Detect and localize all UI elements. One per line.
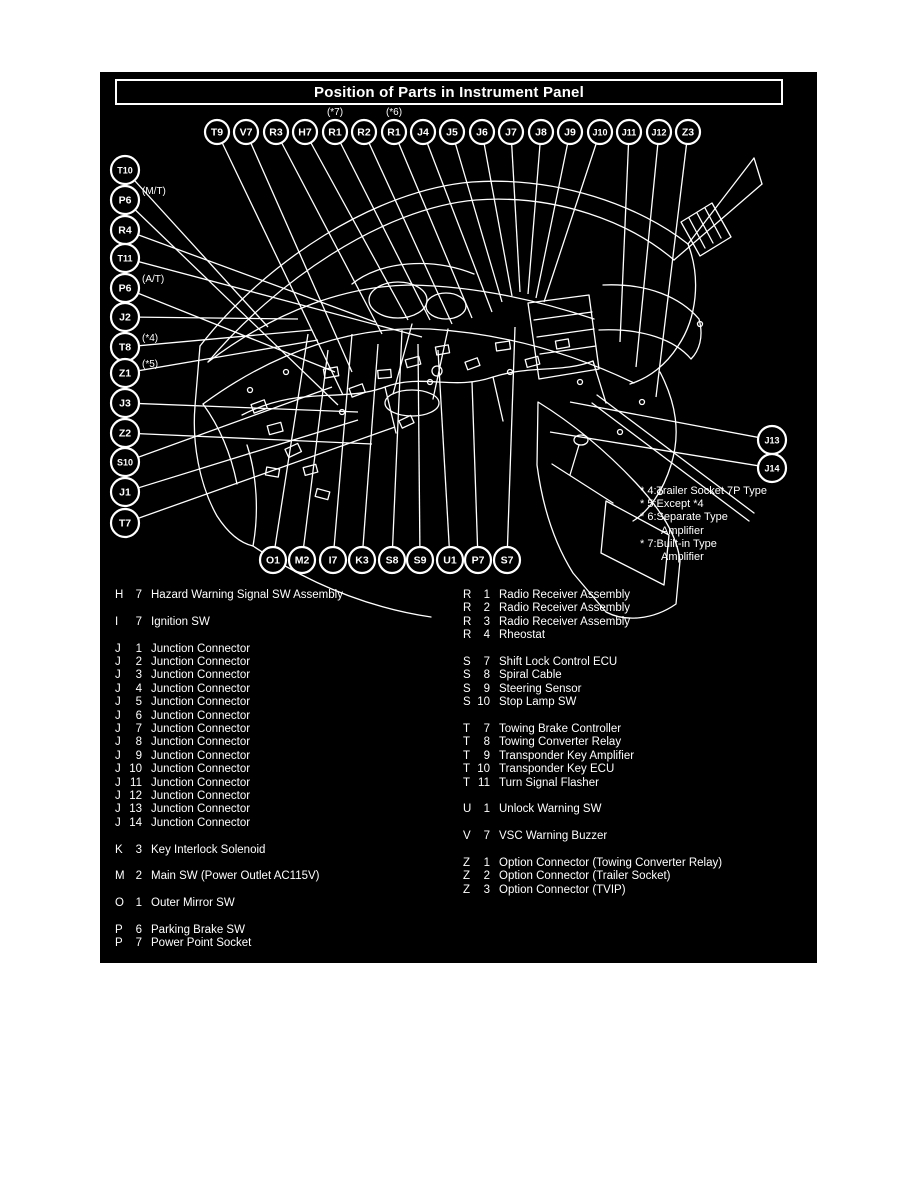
callout-T8: [111, 333, 158, 361]
legend-name: Junction Connector: [151, 723, 251, 736]
svg-text:Z1: Z1: [118, 367, 132, 380]
legend-name: Junction Connector: [151, 642, 251, 655]
svg-text:J14: J14: [764, 463, 780, 474]
legend-code: J: [115, 696, 121, 709]
legend-group: [463, 589, 722, 643]
callout-T11: [111, 244, 139, 272]
title-box: [115, 79, 783, 105]
footnote-line: Amplifier: [661, 551, 704, 564]
legend-group: [115, 897, 343, 910]
legend-number: 1: [483, 589, 490, 601]
svg-text:T11: T11: [117, 253, 133, 264]
legend-number: 3: [135, 843, 142, 856]
legend-row-S7: [463, 656, 722, 669]
legend-row-T10: [463, 763, 722, 776]
legend-group: [115, 589, 343, 602]
legend-number: 7: [135, 723, 142, 736]
legend-code: P: [115, 937, 123, 950]
legend-code: J: [115, 656, 121, 668]
svg-text:P6: P6: [118, 282, 132, 295]
callout-O1: [260, 547, 286, 573]
legend-row-J10: [115, 763, 343, 776]
legend-name: Transponder Key ECU: [499, 763, 615, 776]
legend-code: J: [115, 642, 121, 655]
legend-code: J: [115, 682, 121, 695]
svg-text:R4: R4: [118, 224, 132, 237]
legend-code: V: [463, 830, 471, 843]
legend-number: 4: [483, 629, 490, 642]
legend-number: 12: [129, 790, 142, 803]
legend-row-P7: [115, 937, 343, 950]
svg-text:T7: T7: [118, 517, 132, 530]
callout-H7: [293, 120, 317, 144]
legend-group: [463, 857, 722, 897]
legend-name: Radio Receiver Assembly: [499, 602, 631, 615]
callout-J8: [529, 120, 553, 144]
legend-code: Z: [463, 870, 471, 883]
legend-number: 2: [483, 870, 490, 883]
legend-name: Junction Connector: [151, 749, 251, 762]
legend-column-right: [463, 589, 722, 911]
svg-text:J10: J10: [592, 127, 608, 138]
legend-number: 9: [483, 682, 490, 695]
legend-code: J: [115, 736, 121, 749]
svg-text:J13: J13: [764, 435, 780, 446]
callout-R2: [352, 120, 376, 144]
legend-number: 1: [483, 857, 490, 870]
legend-number: 7: [135, 589, 142, 601]
legend-row-J3: [115, 669, 343, 682]
legend-number: 4: [135, 682, 142, 695]
legend-number: 3: [135, 669, 142, 682]
legend-group: [463, 803, 722, 816]
legend-code: R: [463, 629, 472, 642]
legend-name: Spiral Cable: [499, 669, 562, 682]
legend-row-J2: [115, 656, 343, 669]
legend-name: Parking Brake SW: [151, 924, 245, 937]
footnote-line: Amplifier: [661, 524, 704, 537]
legend-number: 7: [483, 656, 490, 669]
svg-text:R1: R1: [328, 126, 342, 139]
footnote-line: * 5:Except *4: [640, 498, 704, 511]
legend-row-J14: [115, 817, 343, 830]
legend-row-R4: [463, 629, 722, 642]
legend-code: H: [115, 589, 124, 601]
legend-row-T8: [463, 736, 722, 749]
legend-code: R: [463, 602, 472, 615]
legend-row-J6: [115, 710, 343, 723]
legend-name: Option Connector (Trailer Socket): [499, 870, 671, 883]
legend-name: Radio Receiver Assembly: [499, 589, 631, 601]
legend-code: U: [463, 803, 472, 816]
legend-code: J: [115, 669, 121, 682]
callout-J3: [111, 389, 139, 417]
callout-note: (*4): [142, 333, 159, 344]
svg-text:T10: T10: [117, 165, 133, 176]
legend-code: O: [115, 897, 124, 910]
svg-text:S9: S9: [413, 554, 427, 567]
svg-text:U1: U1: [443, 554, 457, 567]
svg-text:T8: T8: [118, 341, 132, 354]
legend-code: J: [115, 803, 121, 816]
legend-row-J11: [115, 777, 343, 790]
legend-row-T11: [463, 777, 722, 790]
callout-Z2: [111, 419, 139, 447]
svg-text:R3: R3: [269, 126, 283, 139]
callout-M2: [289, 547, 315, 573]
legend-row-J7: [115, 723, 343, 736]
legend-code: J: [115, 763, 121, 776]
legend-number: 10: [477, 763, 490, 776]
footnote-line: * 7:Built-in Type: [640, 537, 717, 550]
legend-row-R1: [463, 589, 722, 602]
callout-P6: [111, 274, 164, 302]
legend-row-J1: [115, 643, 343, 656]
legend-code: J: [115, 776, 121, 789]
svg-text:M2: M2: [294, 554, 310, 567]
svg-text:J6: J6: [476, 126, 488, 139]
legend-code: T: [463, 749, 471, 762]
legend-number: 2: [135, 656, 142, 668]
legend-row-H7: [115, 589, 343, 602]
legend-row-S8: [463, 669, 722, 682]
legend-name: Unlock Warning SW: [499, 803, 602, 816]
callout-R4: [111, 216, 139, 244]
legend-code: P: [115, 924, 123, 937]
legend-name: Junction Connector: [151, 816, 251, 829]
legend-code: I: [115, 615, 119, 628]
legend-row-P6: [115, 924, 343, 937]
legend-name: Junction Connector: [151, 669, 251, 682]
legend-number: 8: [483, 736, 490, 749]
legend-number: 11: [130, 776, 142, 789]
legend-row-J12: [115, 790, 343, 803]
legend-row-J9: [115, 750, 343, 763]
legend-group: [463, 830, 722, 843]
legend-group: [115, 616, 343, 629]
callout-S7: [494, 547, 520, 573]
legend-name: Outer Mirror SW: [151, 897, 235, 910]
legend-row-J8: [115, 736, 343, 749]
svg-text:J7: J7: [505, 126, 517, 139]
svg-text:J12: J12: [651, 127, 667, 138]
legend-row-Z3: [463, 884, 722, 897]
callout-Z1: [111, 359, 158, 387]
legend-code: T: [463, 736, 471, 749]
legend-name: Key Interlock Solenoid: [151, 843, 266, 856]
legend-row-Z1: [463, 857, 722, 870]
legend-name: Radio Receiver Assembly: [499, 615, 631, 628]
svg-text:J1: J1: [119, 486, 131, 499]
legend-row-R3: [463, 616, 722, 629]
legend-row-T9: [463, 750, 722, 763]
legend-group: [115, 643, 343, 831]
legend-number: 7: [483, 830, 490, 843]
legend-number: 1: [135, 642, 142, 655]
legend-number: 2: [135, 870, 142, 883]
callout-R3: [264, 120, 288, 144]
svg-text:P7: P7: [471, 554, 485, 567]
legend-group: [463, 656, 722, 710]
callout-J5: [440, 120, 464, 144]
legend-number: 1: [483, 803, 490, 816]
callout-J2: [111, 303, 139, 331]
callout-note: (M/T): [142, 186, 166, 197]
legend-name: Stop Lamp SW: [499, 696, 577, 709]
legend-name: Junction Connector: [151, 736, 251, 749]
legend-row-T7: [463, 723, 722, 736]
legend-code: J: [115, 790, 121, 803]
legend-number: 9: [135, 749, 142, 762]
legend-name: Hazard Warning Signal SW Assembly: [151, 589, 343, 601]
legend-code: J: [115, 816, 121, 829]
legend-number: 7: [483, 723, 490, 736]
callout-T7: [111, 509, 139, 537]
legend-number: 7: [135, 937, 142, 950]
legend-number: 3: [483, 883, 490, 896]
svg-text:J9: J9: [564, 126, 576, 139]
callout-P7: [465, 547, 491, 573]
legend-row-S10: [463, 696, 722, 709]
legend-number: 8: [135, 736, 142, 749]
legend-row-U1: [463, 803, 722, 816]
svg-text:T9: T9: [210, 126, 224, 139]
legend-group: [115, 870, 343, 883]
callout-K3: [349, 547, 375, 573]
legend-row-K3: [115, 844, 343, 857]
callout-I7: [320, 547, 346, 573]
legend-number: 11: [478, 776, 490, 789]
callout-T10: [111, 156, 139, 184]
callout-J12: [647, 120, 671, 144]
legend-code: J: [115, 749, 121, 762]
legend-code: Z: [463, 883, 471, 896]
svg-text:O1: O1: [265, 554, 281, 567]
legend-row-R2: [463, 602, 722, 615]
legend-group: [115, 924, 343, 951]
legend-code: S: [463, 696, 471, 709]
callout-J14: [758, 454, 786, 482]
svg-text:R2: R2: [357, 126, 371, 139]
svg-text:J5: J5: [446, 126, 458, 139]
legend-number: 2: [483, 602, 490, 615]
svg-text:Z2: Z2: [118, 427, 132, 440]
legend-row-O1: [115, 897, 343, 910]
legend-column-left: [115, 589, 343, 964]
callout-R1: [323, 107, 347, 144]
legend-number: 5: [135, 696, 142, 709]
legend-number: 10: [129, 763, 142, 776]
legend-code: S: [463, 656, 471, 669]
legend-number: 13: [129, 803, 142, 816]
callout-J4: [411, 120, 435, 144]
legend-name: VSC Warning Buzzer: [499, 830, 608, 843]
svg-text:V7: V7: [239, 126, 253, 139]
legend-code: T: [463, 723, 471, 736]
legend-number: 6: [135, 924, 142, 937]
callout-J1: [111, 478, 139, 506]
legend-name: Junction Connector: [151, 790, 251, 803]
svg-text:S7: S7: [500, 554, 514, 567]
legend-number: 14: [129, 816, 142, 829]
legend-code: R: [463, 615, 472, 628]
page-title: Position of Parts in Instrument Panel: [314, 83, 584, 101]
legend-number: 6: [135, 709, 142, 722]
legend-code: J: [115, 723, 121, 736]
svg-text:R1: R1: [387, 126, 401, 139]
legend-name: Junction Connector: [151, 656, 251, 668]
legend-code: T: [463, 776, 471, 789]
callout-V7: [234, 120, 258, 144]
legend-name: Junction Connector: [151, 709, 251, 722]
callout-note: (*5): [142, 359, 159, 370]
svg-text:S8: S8: [385, 554, 399, 567]
legend-row-I7: [115, 616, 343, 629]
legend-code: M: [115, 870, 125, 883]
legend-code: Z: [463, 857, 471, 870]
legend-name: Towing Brake Controller: [499, 723, 622, 736]
callout-note: (*6): [385, 107, 403, 118]
footnote-line: * 4:Trailer Socket 7P Type: [640, 485, 767, 497]
legend-number: 7: [135, 615, 142, 628]
svg-text:S10: S10: [116, 457, 134, 468]
legend-number: 9: [483, 749, 490, 762]
callout-J6: [470, 120, 494, 144]
legend-group: [463, 723, 722, 790]
footnote-line: * 6:Separate Type: [640, 511, 728, 524]
legend-row-J13: [115, 803, 343, 816]
svg-text:H7: H7: [298, 126, 312, 139]
svg-text:Z3: Z3: [681, 126, 695, 139]
callout-S8: [379, 547, 405, 573]
legend-code: K: [115, 843, 123, 856]
legend-name: Junction Connector: [151, 763, 251, 776]
svg-text:J3: J3: [119, 397, 131, 410]
legend-name: Steering Sensor: [499, 682, 582, 695]
legend-name: Option Connector (Towing Converter Relay): [499, 857, 723, 870]
legend-number: 3: [483, 615, 490, 628]
svg-text:P6: P6: [118, 194, 132, 207]
legend-name: Junction Connector: [151, 696, 251, 709]
callout-J9: [558, 120, 582, 144]
legend-number: 10: [477, 696, 490, 709]
callout-U1: [437, 547, 463, 573]
callout-R1: [382, 107, 406, 144]
callout-note: (*7): [326, 107, 344, 118]
callout-J10: [588, 120, 612, 144]
svg-text:J2: J2: [119, 311, 131, 324]
legend-name: Transponder Key Amplifier: [499, 749, 635, 762]
legend-code: S: [463, 682, 471, 695]
legend-number: 8: [483, 669, 490, 682]
legend-code: J: [115, 709, 121, 722]
legend-row-J5: [115, 696, 343, 709]
legend-code: R: [463, 589, 472, 601]
callout-P6: [111, 186, 166, 214]
legend-name: Ignition SW: [151, 615, 210, 628]
legend-name: Junction Connector: [151, 776, 251, 789]
legend-group: [115, 844, 343, 857]
legend-name: Option Connector (TVIP): [499, 883, 626, 896]
legend-name: Shift Lock Control ECU: [499, 656, 618, 669]
legend-row-J4: [115, 683, 343, 696]
legend-name: Main SW (Power Outlet AC115V): [151, 870, 320, 883]
legend-name: Junction Connector: [151, 682, 251, 695]
legend-name: Rheostat: [499, 629, 546, 642]
legend-name: Turn Signal Flasher: [499, 776, 599, 789]
callout-T9: [205, 120, 229, 144]
legend-row-V7: [463, 830, 722, 843]
legend-name: Junction Connector: [151, 803, 251, 816]
legend-name: Power Point Socket: [151, 937, 252, 950]
callout-J11: [617, 120, 641, 144]
legend-code: S: [463, 669, 471, 682]
callout-S10: [111, 448, 139, 476]
callout-J7: [499, 120, 523, 144]
legend-row-Z2: [463, 870, 722, 883]
footnotes: [640, 485, 767, 564]
callout-S9: [407, 547, 433, 573]
diagram-panel: [100, 72, 817, 963]
legend-row-M2: [115, 870, 343, 883]
legend-code: T: [463, 763, 471, 776]
legend-number: 1: [135, 897, 142, 910]
callout-Z3: [676, 120, 700, 144]
svg-text:J11: J11: [621, 127, 637, 138]
svg-text:K3: K3: [355, 554, 369, 567]
svg-text:J8: J8: [535, 126, 547, 139]
callout-note: (A/T): [142, 274, 165, 285]
legend-row-S9: [463, 683, 722, 696]
legend-name: Towing Converter Relay: [499, 736, 622, 749]
svg-text:I7: I7: [328, 554, 338, 567]
svg-text:J4: J4: [417, 126, 429, 139]
callout-J13: [758, 426, 786, 454]
